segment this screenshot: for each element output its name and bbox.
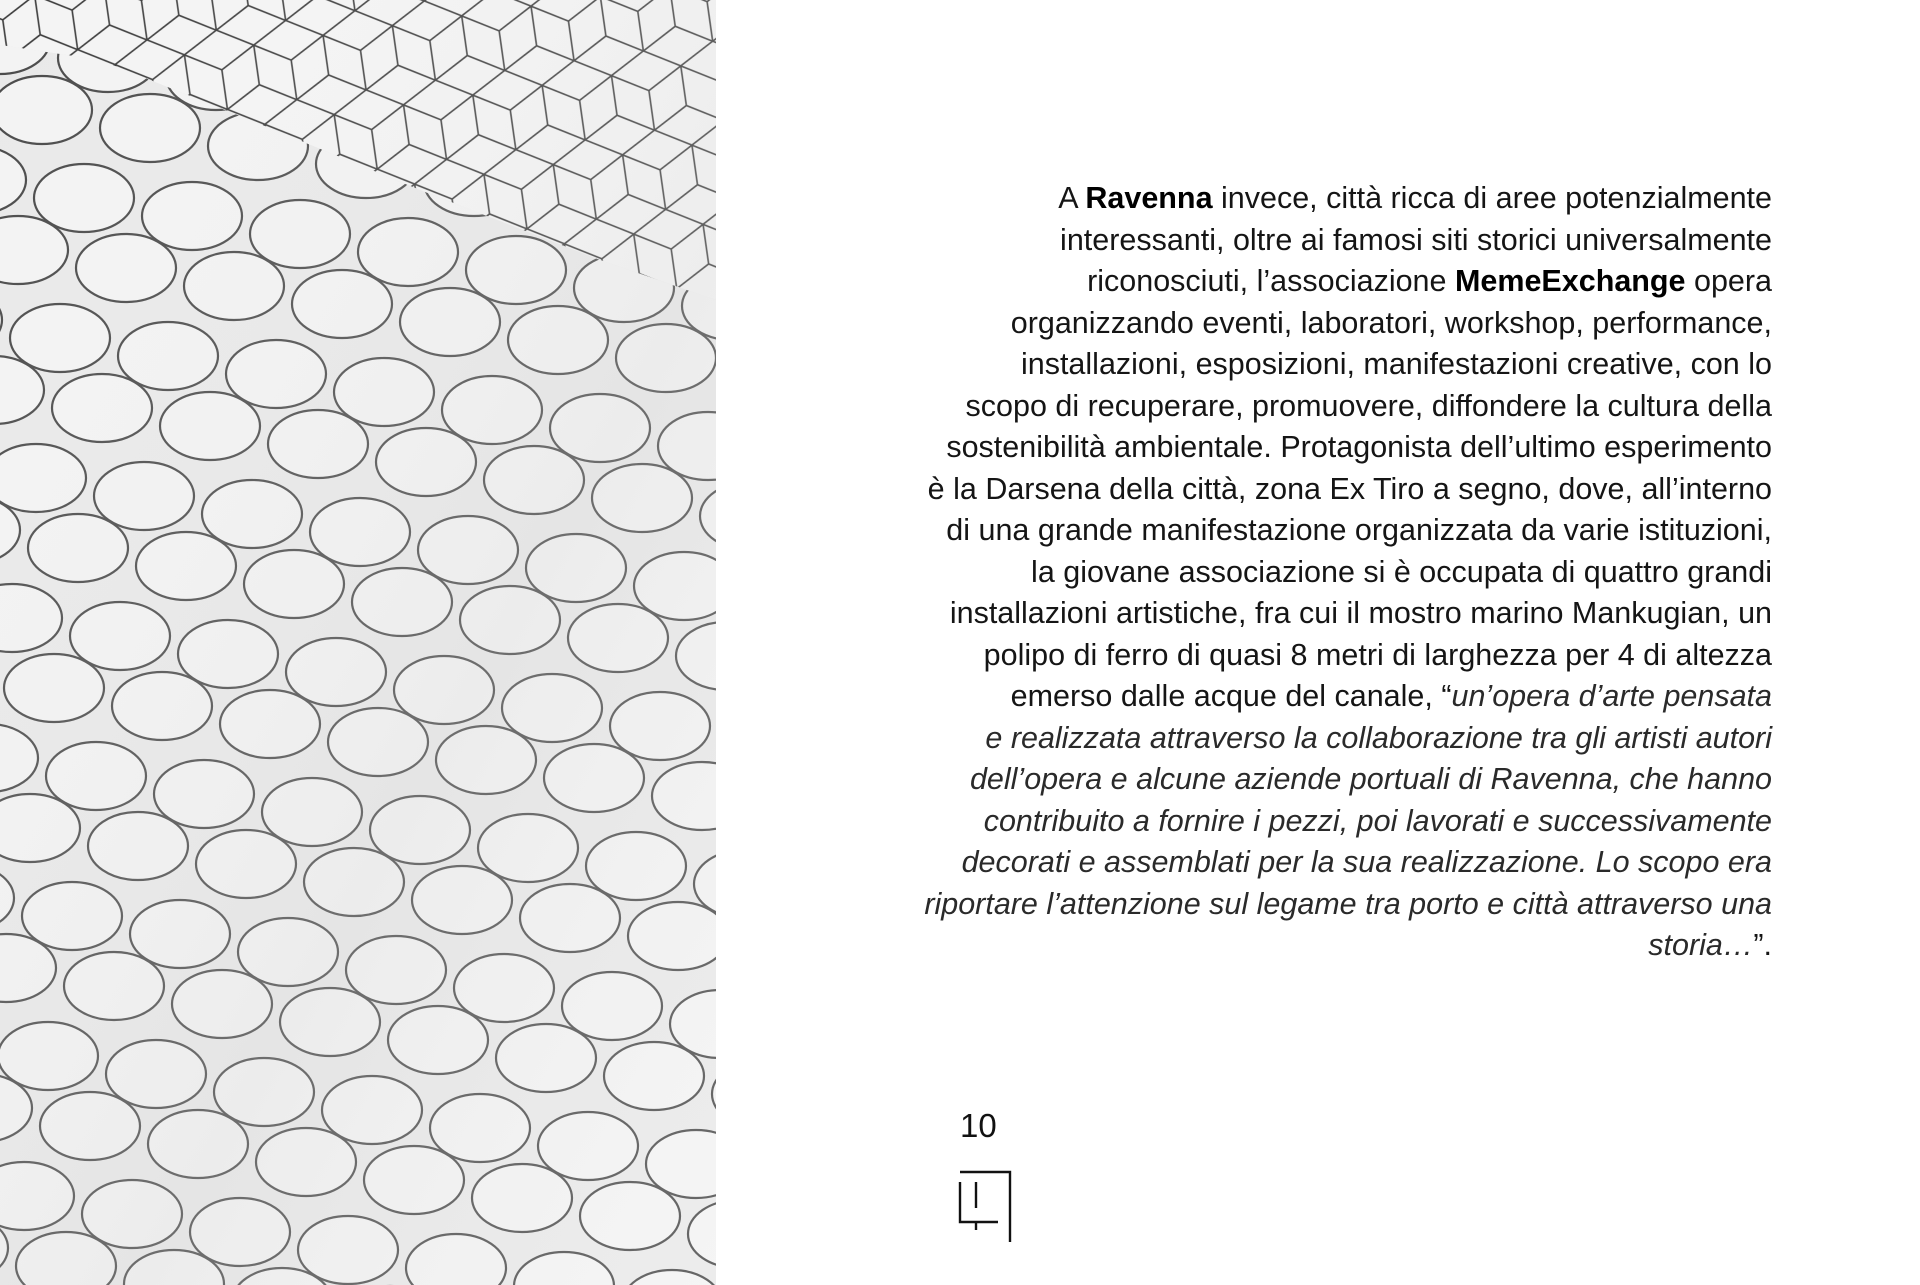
text-line: installazioni artistiche, fra cui il mostro marino Mankugian, un [949,596,1772,630]
text-line: organizzando eventi, laboratori, workshop, performance, [1010,305,1772,340]
text-line: polipo di ferro di quasi 8 metri di larghezza per 4 di altezza [983,637,1772,672]
text-line: è la Darsena della città, zona Ex Tiro a segno, dove, all’interno [927,471,1772,506]
quote-line: e realizzata attraverso la collaborazione tra gli artisti autori [985,720,1772,755]
text-line: riconosciuti, l’associazione MemeExchange opera [1087,264,1772,298]
text-line: storia…”. [1648,928,1772,962]
text-line: scopo di recuperare, promuovere, diffondere la cultura della [965,388,1772,423]
text-line: di una grande manifestazione organizzata da varie istituzioni, [946,513,1772,547]
page-number: 10 [960,1107,997,1144]
quote-line: decorati e assemblati per la sua realizzazione. Lo scopo era [961,845,1772,879]
text-line: emerso dalle acque del canale, “un’opera d’arte pensata [1010,679,1772,713]
quote-start: un’opera d’arte pensata [1451,679,1772,713]
tile-pattern-photo [0,0,716,1285]
text-line: A Ravenna invece, città ricca di aree potenzialmente [1058,181,1772,215]
bracket-monogram-logo-icon [958,1168,1018,1244]
tile-pattern-icon [0,0,716,1285]
quote-line: dell’opera e alcune aziende portuali di Ravenna, che hanno [969,762,1772,796]
text-line: la giovane associazione si è occupata di quattro grandi [1031,554,1772,589]
quote-line: contribuito a fornire i pezzi, poi lavorati e successivamente [983,803,1772,838]
text-line: installazioni, esposizioni, manifestazioni creative, con lo [1020,347,1772,381]
emphasis-memeexchange: MemeExchange [1454,264,1686,298]
quote-line: riportare l’attenzione sul legame tra porto e città attraverso una [924,886,1772,921]
body-paragraph [740,178,1772,967]
emphasis-ravenna: Ravenna [1085,181,1213,215]
text-line: sostenibilità ambientale. Protagonista dell’ultimo esperimento [946,430,1772,464]
text-line: interessanti, oltre ai famosi siti storici universalmente [1060,222,1772,257]
